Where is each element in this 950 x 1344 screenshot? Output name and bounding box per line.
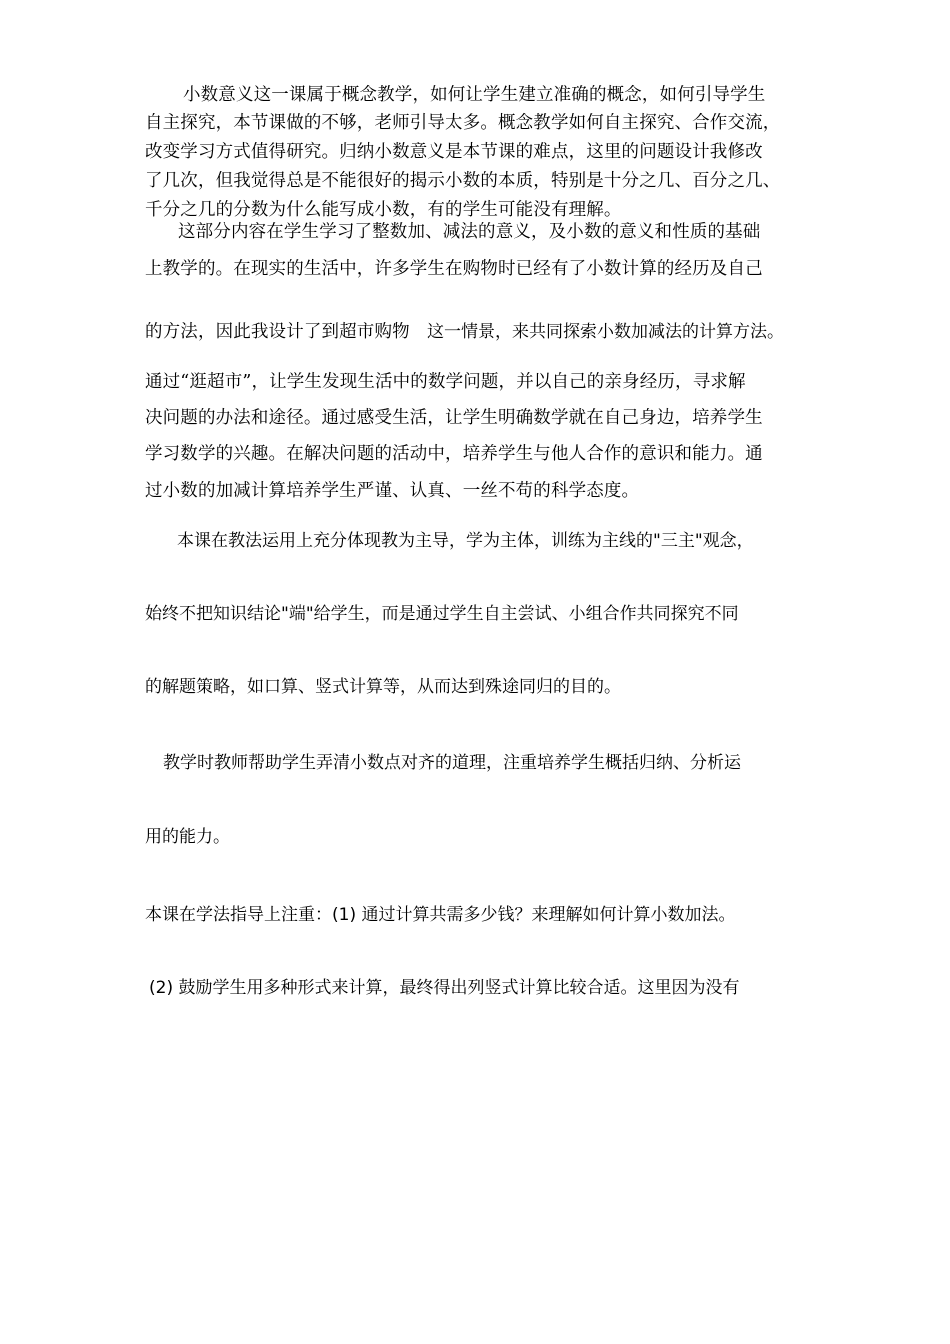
paragraph-6-line-1: 本课在学法指导上注重：(1) 通过计算共需多少钱？来理解如何计算小数加法。 xyxy=(145,905,736,925)
paragraph-1-line-2: 自主探究，本节课做的不够，老师引导太多。概念教学如何自主探究、合作交流， xyxy=(145,113,781,133)
paragraph-3-line-1: 通过“逛超市”，让学生发现生活中的数学问题，并以自己的亲身经历，寻求解 xyxy=(145,372,746,392)
paragraph-1-line-5: 千分之几的分数为什么能写成小数，有的学生可能没有理解。 xyxy=(145,200,622,220)
paragraph-2-line-1: 这部分内容在学生学习了整数加、减法的意义，及小数的意义和性质的基础 xyxy=(178,222,761,242)
paragraph-1-line-3: 改变学习方式值得研究。归纳小数意义是本节课的难点，这里的问题设计我修改 xyxy=(145,142,763,162)
paragraph-2-line-3b: 这一情景，来共同探索小数加减法的计算方法。 xyxy=(427,322,784,342)
paragraph-4-line-3: 的解题策略，如口算、竖式计算等，从而达到殊途同归的目的。 xyxy=(145,677,621,697)
paragraph-3-line-2: 决问题的办法和途径。通过感受生活，让学生明确数学就在自己身边，培养学生 xyxy=(145,408,763,428)
paragraph-1-line-4: 了几次，但我觉得总是不能很好的揭示小数的本质，特别是十分之几、百分之几、 xyxy=(145,171,781,191)
paragraph-2-line-3a: 的方法，因此我设计了到超市购物 xyxy=(145,322,410,342)
paragraph-3-line-4: 过小数的加减计算培养学生严谨、认真、一丝不苟的科学态度。 xyxy=(145,481,640,501)
paragraph-3-line-3: 学习数学的兴趣。在解决问题的活动中，培养学生与他人合作的意识和能力。通 xyxy=(145,444,763,464)
paragraph-5-line-2: 用的能力。 xyxy=(145,827,230,847)
paragraph-5-line-1: 教学时教师帮助学生弄清小数点对齐的道理，注重培养学生概括归纳、分析运 xyxy=(163,753,741,773)
paragraph-6-line-2: (2) 鼓励学生用多种形式来计算，最终得出列竖式计算比较合适。这里因为没有 xyxy=(149,978,740,998)
paragraph-2-line-2: 上教学的。在现实的生活中，许多学生在购物时已经有了小数计算的经历及自己 xyxy=(145,259,763,279)
paragraph-4-line-1: 本课在教法运用上充分体现教为主导，学为主体，训练为主线的"三主"观念， xyxy=(177,531,754,551)
paragraph-1-line-1: 小数意义这一课属于概念教学，如何让学生建立准确的概念，如何引导学生 xyxy=(183,85,766,105)
paragraph-4-line-2: 始终不把知识结论"端"给学生，而是通过学生自主尝试、小组合作共同探究不同 xyxy=(145,604,739,624)
